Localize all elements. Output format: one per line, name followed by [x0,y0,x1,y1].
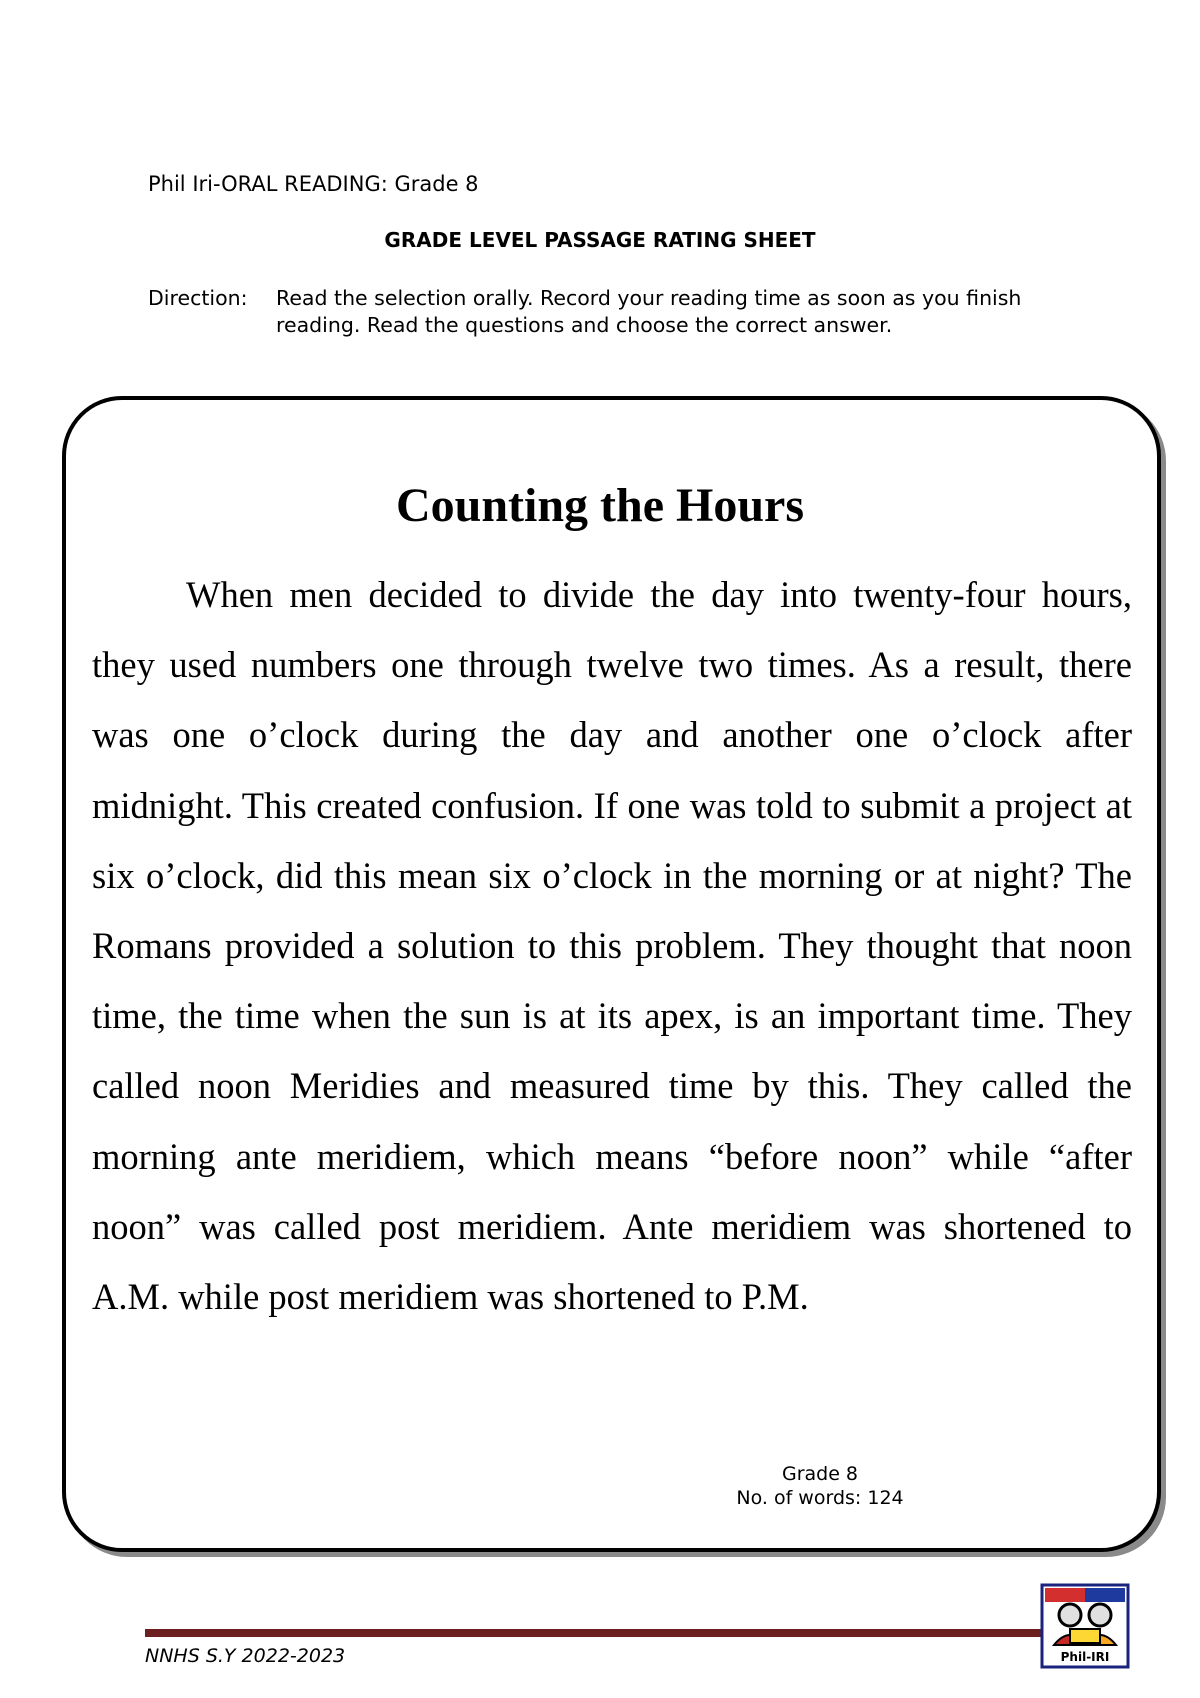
sheet-title: GRADE LEVEL PASSAGE RATING SHEET [384,228,816,252]
passage-body: When men decided to divide the day into twenty-four hours, they used numbers one through twelve two times. As a result, there was one o’clock during the day and another one o’clock after midnight. This created confusion. If one was told to submit a project at six o’clock, did this mean six o’clock in the morning or at night? The Romans provided a solution to this problem. They thought that noon time, the time when the sun is at its apex, is an important time. They called noon Meridies and measured time by this. They called the morning ante meridiem, which means “before noon” while “after noon” was called post meridiem. Ante meridiem was shortened to A.M. while post meridiem was shortened to P.M. [92,574,1132,1318]
word-count: No. of words: 124 [736,1487,904,1509]
logo-text: Phil-IRI [1060,1650,1110,1664]
footer-rule [145,1629,1050,1637]
form-header-line: Phil Iri-ORAL READING: Grade 8 [148,172,479,196]
direction-label: Direction: [148,286,248,310]
school-year-footer: NNHS S.Y 2022-2023 [145,1645,346,1667]
grade-label: Grade 8 [781,1463,859,1485]
passage-title: Counting the Hours [395,479,805,532]
passage-meta [640,1462,1000,1510]
phil-iri-logo-icon [1040,1583,1130,1669]
direction-text: Read the selection orally. Record your reading time as soon as you finish reading. Read the questions and choose the correct answer. [276,286,1022,337]
direction-block [148,285,1068,339]
